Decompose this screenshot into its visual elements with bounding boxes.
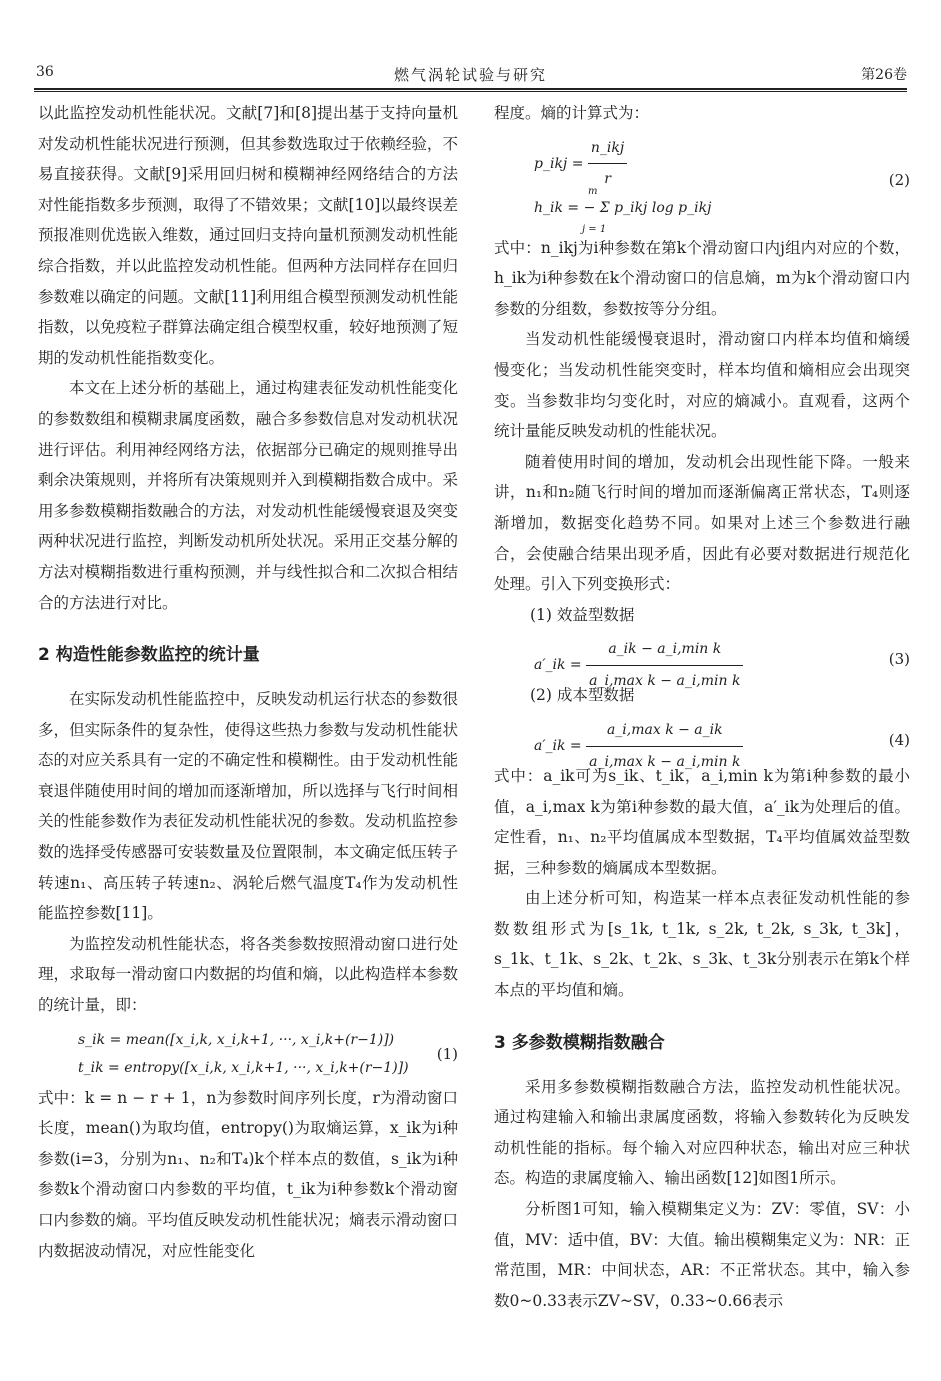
paragraph: 当发动机性能缓慢衰退时，滑动窗口内样本均值和熵缓慢变化；当发动机性能突变时，样本均值和熵相应会出现突变。当参数非均匀变化时，对应的熵减小。直观看，这两个统计量能反映发动机的性能状况。: [494, 330, 910, 441]
journal-title: 燃气涡轮试验与研究: [393, 66, 547, 84]
paragraph: 式中：n_ikj为i种参数在第k个滑动窗口内j组内对应的个数，h_ik为i种参数在k个滑动窗口的信息熵，m为k个滑动窗口内参数的分组数，参数按等分分组。: [494, 238, 910, 318]
page-header: [34, 58, 907, 88]
section-heading: 3 多参数模糊指数融合: [494, 1032, 665, 1053]
equation-lhs: p_ikj =: [534, 155, 584, 172]
equation-line: t_ik = entropy([x_i,k, x_i,k+1, ···, x_i,k+(r−1)]): [78, 1059, 409, 1076]
paragraph: 随着使用时间的增加，发动机会出现性能下降。一般来讲，n₁和n₂随飞行时间的增加而逐渐偏离正常状态，T₄则逐渐增加，数据变化趋势不同。如果对上述三个参数进行融合，会使融合结果出现矛盾，因此有必要对数据进行规范化处理。引入下列变换形式：: [494, 452, 910, 594]
fraction-denominator: r: [604, 171, 611, 188]
header-rule: [34, 88, 907, 90]
equation-2: [494, 129, 910, 235]
equation-line: h_ik = − Σ p_ikj log p_ikj: [534, 199, 712, 216]
equation-1: [38, 1021, 458, 1083]
paragraph: 分析图1可知，输入模糊集定义为：ZV：零值，SV：小值，MV：适中值，BV：大值。输出模糊集定义为：NR：正常范围，MR：中间状态，AR：不正常状态。其中，输入参数0~0.33表示ZV~SV，0.33~0.66表示: [494, 1200, 910, 1310]
header-rule-thin: [34, 91, 907, 92]
equation-line: s_ik = mean([x_i,k, x_i,k+1, ···, x_i,k+(r−1)]): [78, 1031, 395, 1048]
sum-upper: m: [588, 185, 598, 197]
section-heading: 2 构造性能参数监控的统计量: [38, 645, 260, 666]
fraction-denominator: a_i,max k − a_i,min k: [589, 753, 741, 770]
list-item: (2) 成本型数据: [530, 686, 635, 705]
paragraph: 在实际发动机性能监控中，反映发动机运行状态的参数很多，但实际条件的复杂性，使得这些热力参数与发动机性能状态的对应关系具有一定的不确定性和模糊性。由于发动机性能衰退伴随使用时间的增加而逐渐增加，所以选择与飞行时间相关的性能参数作为表征发动机性能状况的参数。发动机监控参数的选择受传感器可安装数量及位置限制，本文确定低压转子转速n₁、高压转子转速n₂、涡轮后燃气温度T₄作为发动机性能监控参数[11]。: [38, 690, 458, 923]
sum-lower: j = 1: [582, 223, 607, 235]
paragraph: 采用多参数模糊指数融合方法，监控发动机性能状况。通过构建输入和输出隶属度函数，将输入参数转化为反映发动机性能的指标。每个输入对应四种状态，输出对应三种状态。构造的隶属度输入、输出函数[12]如图1所示。: [494, 1077, 910, 1188]
right-column: [494, 98, 910, 1316]
page-number: 36: [36, 64, 54, 80]
equation-3: [494, 630, 910, 689]
equation-number: (3): [888, 650, 910, 669]
paragraph: 由上述分析可知，构造某一样本点表征发动机性能的参数数组形式为[s_1k, t_1k, s_2k, t_2k, s_3k, t_3k]，s_1k、t_1k、s_2k、t_2k、s_3k、t_3k分别表示在第k个样本点的平均值和熵。: [494, 889, 910, 1000]
equation-number: (4): [888, 730, 910, 749]
equation-number: (1): [436, 1044, 458, 1063]
fraction-numerator: a_i,max k − a_ik: [586, 715, 743, 747]
paragraph: 为监控发动机性能状态，将各类参数按照滑动窗口进行处理，求取每一滑动窗口内数据的均值和熵，以此构造样本参数的统计量，即：: [38, 934, 458, 1015]
fraction-denominator: a_i,max k − a_i,min k: [589, 672, 741, 689]
volume-label: 第26卷: [861, 67, 907, 83]
equation-lhs: a′_ik =: [534, 657, 582, 674]
paragraph: 程度。熵的计算式为：: [494, 104, 650, 122]
paragraph: 以此监控发动机性能状况。文献[7]和[8]提出基于支持向量机对发动机性能状况进行预测，但其参数选取过于依赖经验，不易直接获得。文献[9]采用回归树和模糊神经网络结合的方法对性能指数多步预测，取得了不错效果；文献[10]以最终误差预报准则优选嵌入维数，通过回归支持向量机预测发动机性能综合指数，并以此监控发动机性能。但两种方法同样存在回归参数难以确定的问题。文献[11]利用组合模型预测发动机性能指数，以免疫粒子群算法确定组合模型权重，较好地预测了短期的发动机性能指数变化。: [38, 104, 458, 367]
equation-lhs: a′_ik =: [534, 738, 582, 754]
paragraph: 式中：a_ik可为s_ik、t_ik，a_i,min k为第i种参数的最小值，a_i,max k为第i种参数的最大值，a′_ik为处理后的值。定性看，n₁、n₂平均值属成本型数据，T₄平均值属效益型数据，三种参数的熵属成本型数据。: [494, 766, 910, 877]
equation-4: [494, 711, 910, 770]
paragraph: 本文在上述分析的基础上，通过构建表征发动机性能变化的参数数组和模糊隶属度函数，融合多参数信息对发动机状况进行评估。利用神经网络方法，依据部分已确定的规则推导出剩余决策规则，并将所有决策规则并入到模糊指数合成中。采用多参数模糊指数融合的方法，对发动机性能缓慢衰退及突变两种状况进行监控，判断发动机所处状况。采用正交基分解的方法对模糊指数进行重构预测，并与线性拟合和二次拟合相结合的方法进行对比。: [38, 379, 458, 612]
paragraph: 式中：k = n − r + 1，n为参数时间序列长度，r为滑动窗口长度，mean()为取均值，entropy()为取熵运算，x_ik为i种参数(i=3，分别为n₁、n₂和T₄)k个样本点的数值，s_ik为i种参数k个滑动窗口内参数的平均值，t_ik为i种参数k个滑动窗口内参数的熵。平均值反映发动机性能状况；熵表示滑动窗口内数据波动情况，对应性能变化: [38, 1088, 458, 1260]
fraction-numerator: n_ikj: [588, 133, 627, 165]
list-item: (1) 效益型数据: [530, 605, 635, 624]
left-column: [38, 98, 458, 1266]
fraction-numerator: a_ik − a_i,min k: [586, 634, 743, 666]
equation-number: (2): [888, 170, 910, 189]
